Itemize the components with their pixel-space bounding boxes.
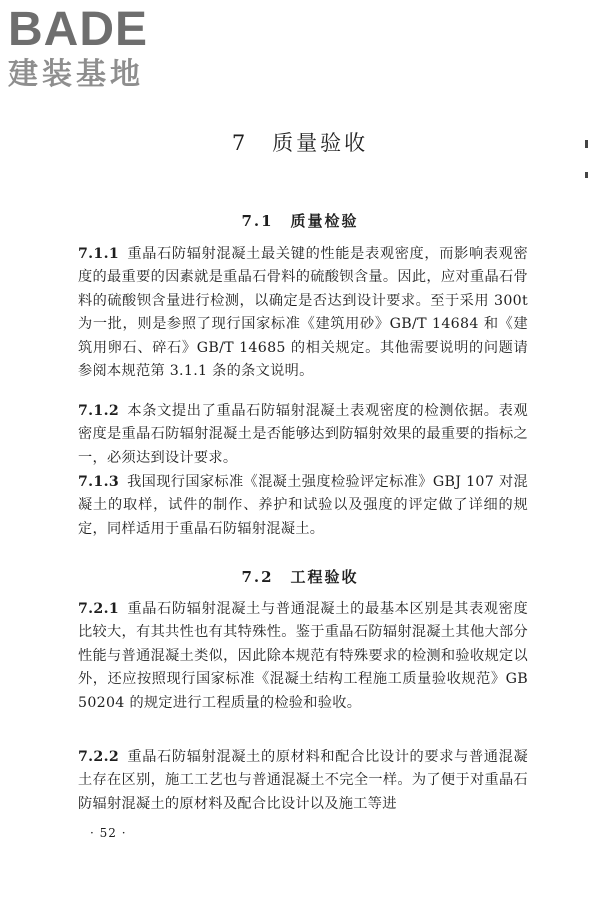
scan-edge-mark xyxy=(585,172,588,178)
clause-number: 7.2.2 xyxy=(78,749,119,765)
page-number: · 52 · xyxy=(90,826,127,840)
clause-number: 7.1.3 xyxy=(78,474,119,490)
clause-7-2-1 xyxy=(78,598,528,715)
scan-edge-mark xyxy=(585,140,588,148)
clause-number: 7.1.1 xyxy=(78,246,119,262)
clause-7-1-3 xyxy=(78,471,528,541)
clause-7-1-1 xyxy=(78,243,528,383)
logo-mark: BADE xyxy=(8,3,149,56)
chapter-title: 7 质量验收 xyxy=(231,131,369,155)
section-title-7-1: 7.1 质量检验 xyxy=(241,212,359,230)
bade-logo xyxy=(8,4,178,94)
clause-text: 重晶石防辐射混凝土的原材料和配合比设计的要求与普通混凝土存在区别，施工工艺也与普通混凝土不完全一样。为了便于对重晶石防辐射混凝土的原材料及配合比设计以及施工等进 xyxy=(78,749,528,812)
section-title-7-2: 7.2 工程验收 xyxy=(241,568,359,586)
clause-text: 重晶石防辐射混凝土与普通混凝土的最基本区别是其表观密度比较大，有其共性也有其特殊性。鉴于重晶石防辐射混凝土其他大部分性能与普通混凝土类似，因此除本规范有特殊要求的检测和验收规定以外，还应按照现行国家标准《混凝土结构工程施工质量验收规范》GB 50204 的规定进行工程质量的检验和验收。 xyxy=(78,601,528,711)
clause-7-1-2 xyxy=(78,400,528,470)
clause-7-2-2 xyxy=(78,746,528,816)
clause-text: 重晶石防辐射混凝土最关键的性能是表观密度，而影响表观密度的最重要的因素就是重晶石骨料的硫酸钡含量。因此，应对重晶石骨料的硫酸钡含量进行检测，以确定是否达到设计要求。至于采用 300t 为一批，则是参照了现行国家标准《建筑用砂》GB/T 14684 和《建筑用卵石、碎石》GB/T 14685 的相关规定。其他需要说明的问题请参阅本规范第 3.1.1 条的条文说明。 xyxy=(78,246,528,380)
clause-number: 7.2.1 xyxy=(78,601,119,617)
clause-text: 我国现行国家标准《混凝土强度检验评定标准》GBJ 107 对混凝土的取样，试件的制作、养护和试验以及强度的评定做了详细的规定，同样适用于重晶石防辐射混凝土。 xyxy=(78,474,528,537)
clause-number: 7.1.2 xyxy=(78,403,119,419)
clause-text: 本条文提出了重晶石防辐射混凝土表观密度的检测依据。表观密度是重晶石防辐射混凝土是否能够达到防辐射效果的最重要的指标之一，必须达到设计要求。 xyxy=(78,403,528,466)
logo-subtitle: 建装基地 xyxy=(8,57,144,92)
